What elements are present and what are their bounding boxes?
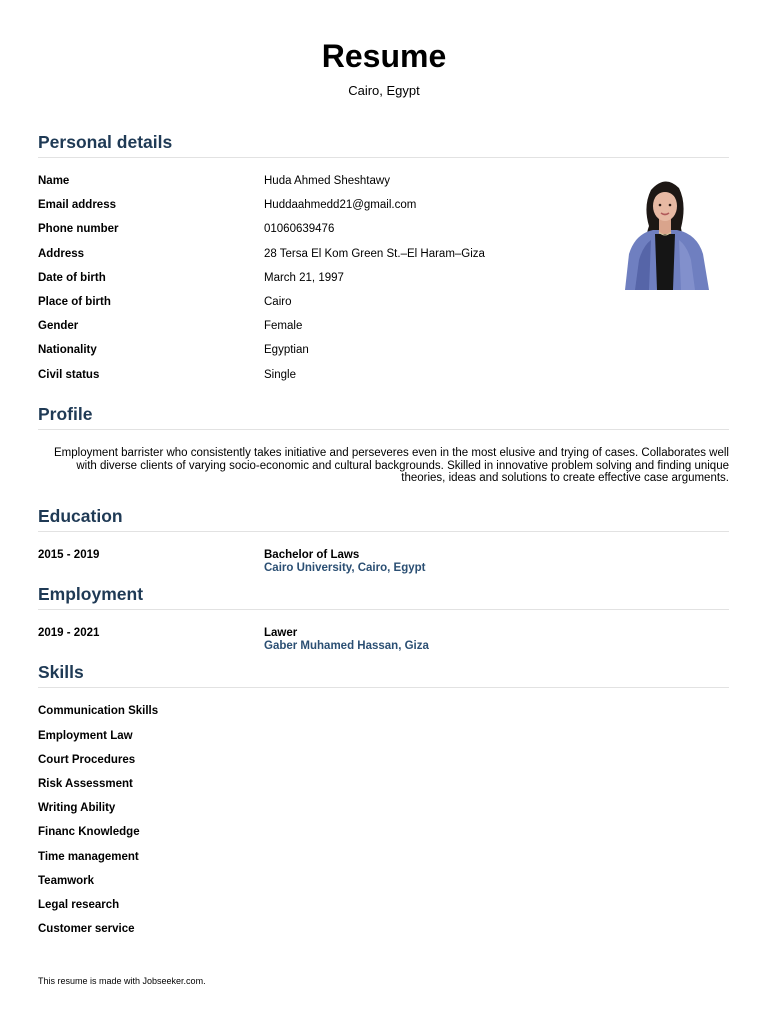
footer-note: This resume is made with Jobseeker.com. <box>38 976 206 986</box>
education-dates: 2015 - 2019 <box>38 549 100 561</box>
divider <box>38 429 729 430</box>
divider <box>38 157 729 158</box>
location: Cairo, Egypt <box>348 83 420 98</box>
detail-label: Civil status <box>38 369 100 381</box>
detail-label: Nationality <box>38 344 97 356</box>
person-portrait-icon <box>621 176 709 290</box>
education-degree: Bachelor of Laws <box>264 549 360 561</box>
skill-item: Employment Law <box>38 730 133 742</box>
detail-row-civil-status <box>38 368 598 383</box>
divider <box>38 609 729 610</box>
detail-label: Name <box>38 175 70 187</box>
detail-value: Huda Ahmed Sheshtawy <box>264 175 390 187</box>
section-heading-personal: Personal details <box>38 132 173 152</box>
divider <box>38 531 729 532</box>
skill-item: Communication Skills <box>38 705 159 717</box>
detail-value: March 21, 1997 <box>264 272 344 284</box>
education-institution: Cairo University, Cairo, Egypt <box>264 562 426 574</box>
skill-item: Writing Ability <box>38 802 116 814</box>
detail-label: Date of birth <box>38 272 106 284</box>
section-heading-employment: Employment <box>38 584 144 604</box>
skill-item: Court Procedures <box>38 754 136 766</box>
detail-value: 28 Tersa El Kom Green St.–El Haram–Giza <box>264 248 485 260</box>
employment-employer: Gaber Muhamed Hassan, Giza <box>264 640 429 652</box>
detail-value: Cairo <box>264 296 292 308</box>
detail-value: Huddaahmedd21@gmail.com <box>264 199 417 211</box>
detail-row-email <box>38 198 598 213</box>
detail-label: Gender <box>38 320 79 332</box>
employment-dates: 2019 - 2021 <box>38 627 100 639</box>
detail-row-phone <box>38 222 598 237</box>
detail-value: Egyptian <box>264 344 309 356</box>
detail-label: Phone number <box>38 223 119 235</box>
divider <box>38 687 729 688</box>
section-heading-profile: Profile <box>38 404 93 424</box>
detail-row-nationality <box>38 343 598 358</box>
detail-row-name <box>38 174 598 189</box>
profile-summary: Employment barrister who consistently takes initiative and perseveres even in the most elusive and trying of cases. Collaborates well with diverse clients of varying socio-economic and cultural backgrounds. Skilled in innovative problem solving and finding unique theories, ideas and solutions to create effective case arguments. <box>54 447 729 484</box>
detail-label: Address <box>38 248 85 260</box>
detail-label: Email address <box>38 199 116 211</box>
skill-item: Time management <box>38 851 139 863</box>
skill-item: Teamwork <box>38 875 95 887</box>
profile-photo <box>621 176 709 290</box>
detail-value: Single <box>264 369 296 381</box>
resume-title: Resume <box>321 38 447 74</box>
section-heading-skills: Skills <box>38 662 84 682</box>
detail-row-date-of-birth <box>38 271 598 286</box>
detail-value: Female <box>264 320 303 332</box>
detail-row-place-of-birth <box>38 295 598 310</box>
detail-row-address <box>38 247 598 262</box>
section-heading-education: Education <box>38 506 123 526</box>
skill-item: Risk Assessment <box>38 778 133 790</box>
detail-row-gender <box>38 319 598 334</box>
detail-label: Place of birth <box>38 296 111 308</box>
skill-item: Legal research <box>38 899 120 911</box>
skill-item: Financ Knowledge <box>38 826 140 838</box>
detail-value: 01060639476 <box>264 223 335 235</box>
employment-position: Lawer <box>264 627 298 639</box>
skill-item: Customer service <box>38 923 135 935</box>
